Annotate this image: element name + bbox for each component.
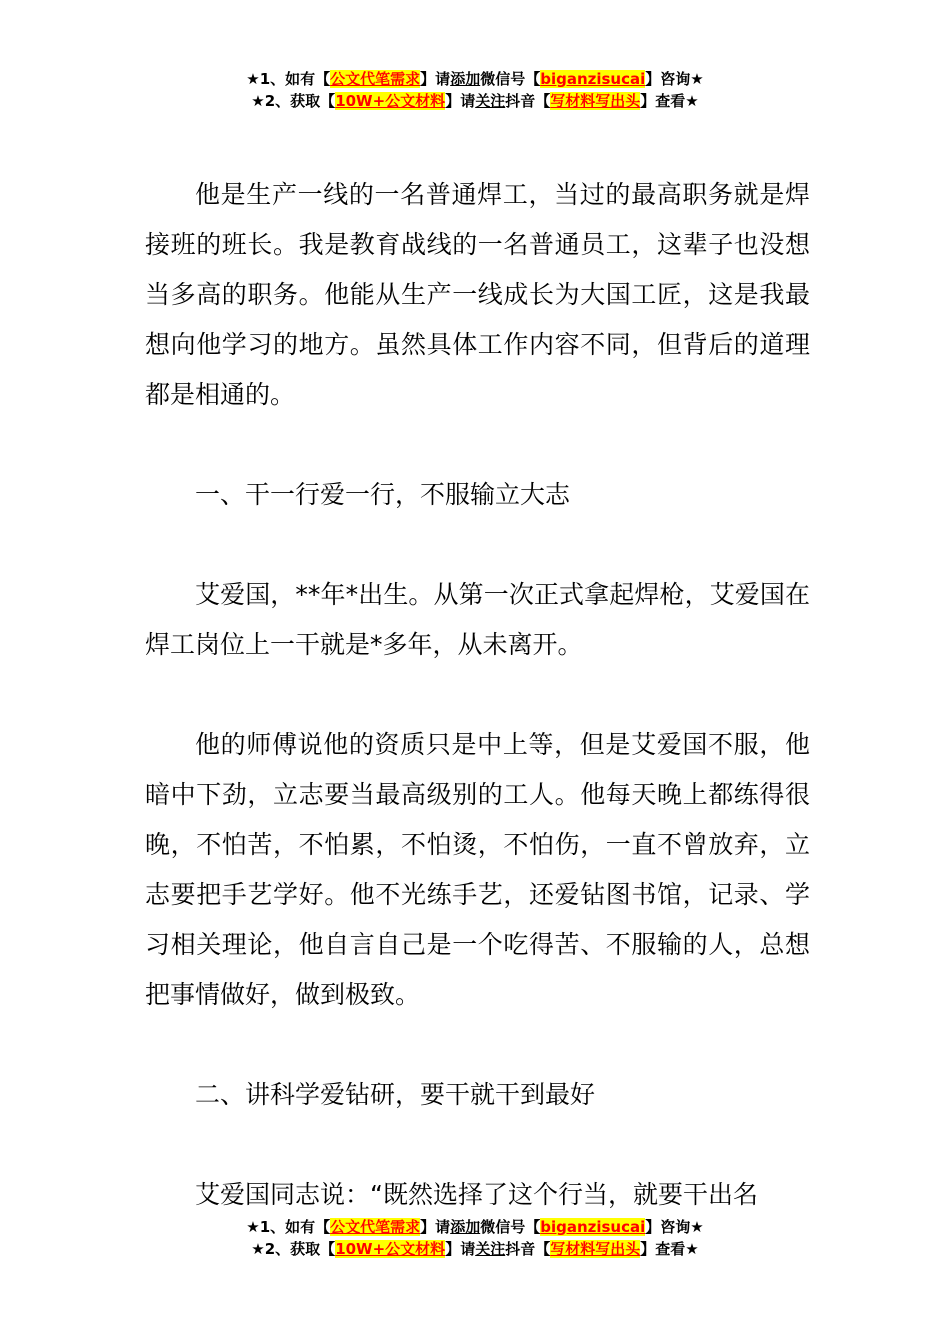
spacer: [145, 1020, 810, 1070]
banner-line-1: [0, 1216, 950, 1238]
paragraph-4: 艾爱国同志说：“既然选择了这个行当，就要干出名: [195, 1180, 758, 1209]
banner-highlight: 10W+公文材料: [335, 92, 446, 110]
banner-text: 】请: [445, 1240, 476, 1258]
banner-text: 抖音【: [505, 1240, 551, 1258]
section-heading-1: 一、干一行爱一行，不服输立大志: [195, 480, 571, 509]
banner-text: ★2、获取【: [251, 1240, 336, 1258]
banner-underline: 添加: [450, 70, 481, 88]
banner-highlight: 10W+公文材料: [335, 1240, 446, 1258]
banner-line-2: [0, 90, 950, 112]
banner-underline: 关注: [475, 92, 506, 110]
banner-text: 微信号【: [480, 1218, 541, 1236]
banner-text: 】咨询★: [645, 1218, 704, 1236]
header-banner: [0, 68, 950, 112]
banner-text: 】查看★: [640, 92, 699, 110]
banner-highlight: 公文代笔需求: [330, 1218, 421, 1236]
banner-line-2: [0, 1238, 950, 1260]
spacer: [145, 670, 810, 720]
spacer: [145, 1120, 810, 1170]
banner-text: 】请: [420, 1218, 451, 1236]
spacer: [145, 520, 810, 570]
footer-banner: [0, 1216, 950, 1260]
banner-highlight: 写材料写出头: [550, 1240, 641, 1258]
spacer: [145, 420, 810, 470]
banner-text: ★1、如有【: [246, 1218, 331, 1236]
banner-text: 】咨询★: [645, 70, 704, 88]
banner-underline: 添加: [450, 1218, 481, 1236]
paragraph-3: 他的师傅说他的资质只是中上等，但是艾爱国不服，他暗中下劲，立志要当最高级别的工人。他每天晚上都练得很晚，不怕苦，不怕累，不怕烫，不怕伤，一直不曾放弃，立志要把手艺学好。他不光练手艺，还爱钻图书馆，记录、学习相关理论，他自言自己是一个吃得苦、不服输的人，总想把事情做好，做到极致。: [145, 730, 810, 1009]
document-body: [145, 170, 810, 1220]
banner-highlight: 写材料写出头: [550, 92, 641, 110]
banner-text: 】请: [445, 92, 476, 110]
banner-text: ★1、如有【: [246, 70, 331, 88]
banner-underline: 关注: [475, 1240, 506, 1258]
paragraph-2: 艾爱国，**年*出生。从第一次正式拿起焊枪，艾爱国在焊工岗位上一干就是*多年，从未离开。: [145, 580, 810, 659]
banner-highlight: biganzisucai: [540, 70, 646, 88]
banner-text: ★2、获取【: [251, 92, 336, 110]
banner-text: 】查看★: [640, 1240, 699, 1258]
section-heading-2: 二、讲科学爱钻研，要干就干到最好: [195, 1080, 596, 1109]
banner-highlight: 公文代笔需求: [330, 70, 421, 88]
banner-text: 微信号【: [480, 70, 541, 88]
banner-text: 】请: [420, 70, 451, 88]
paragraph-1: 他是生产一线的一名普通焊工，当过的最高职务就是焊接班的班长。我是教育战线的一名普通员工，这辈子也没想当多高的职务。他能从生产一线成长为大国工匠，这是我最想向他学习的地方。虽然具体工作内容不同，但背后的道理都是相通的。: [145, 180, 810, 409]
banner-text: 抖音【: [505, 92, 551, 110]
banner-highlight: biganzisucai: [540, 1218, 646, 1236]
banner-line-1: [0, 68, 950, 90]
